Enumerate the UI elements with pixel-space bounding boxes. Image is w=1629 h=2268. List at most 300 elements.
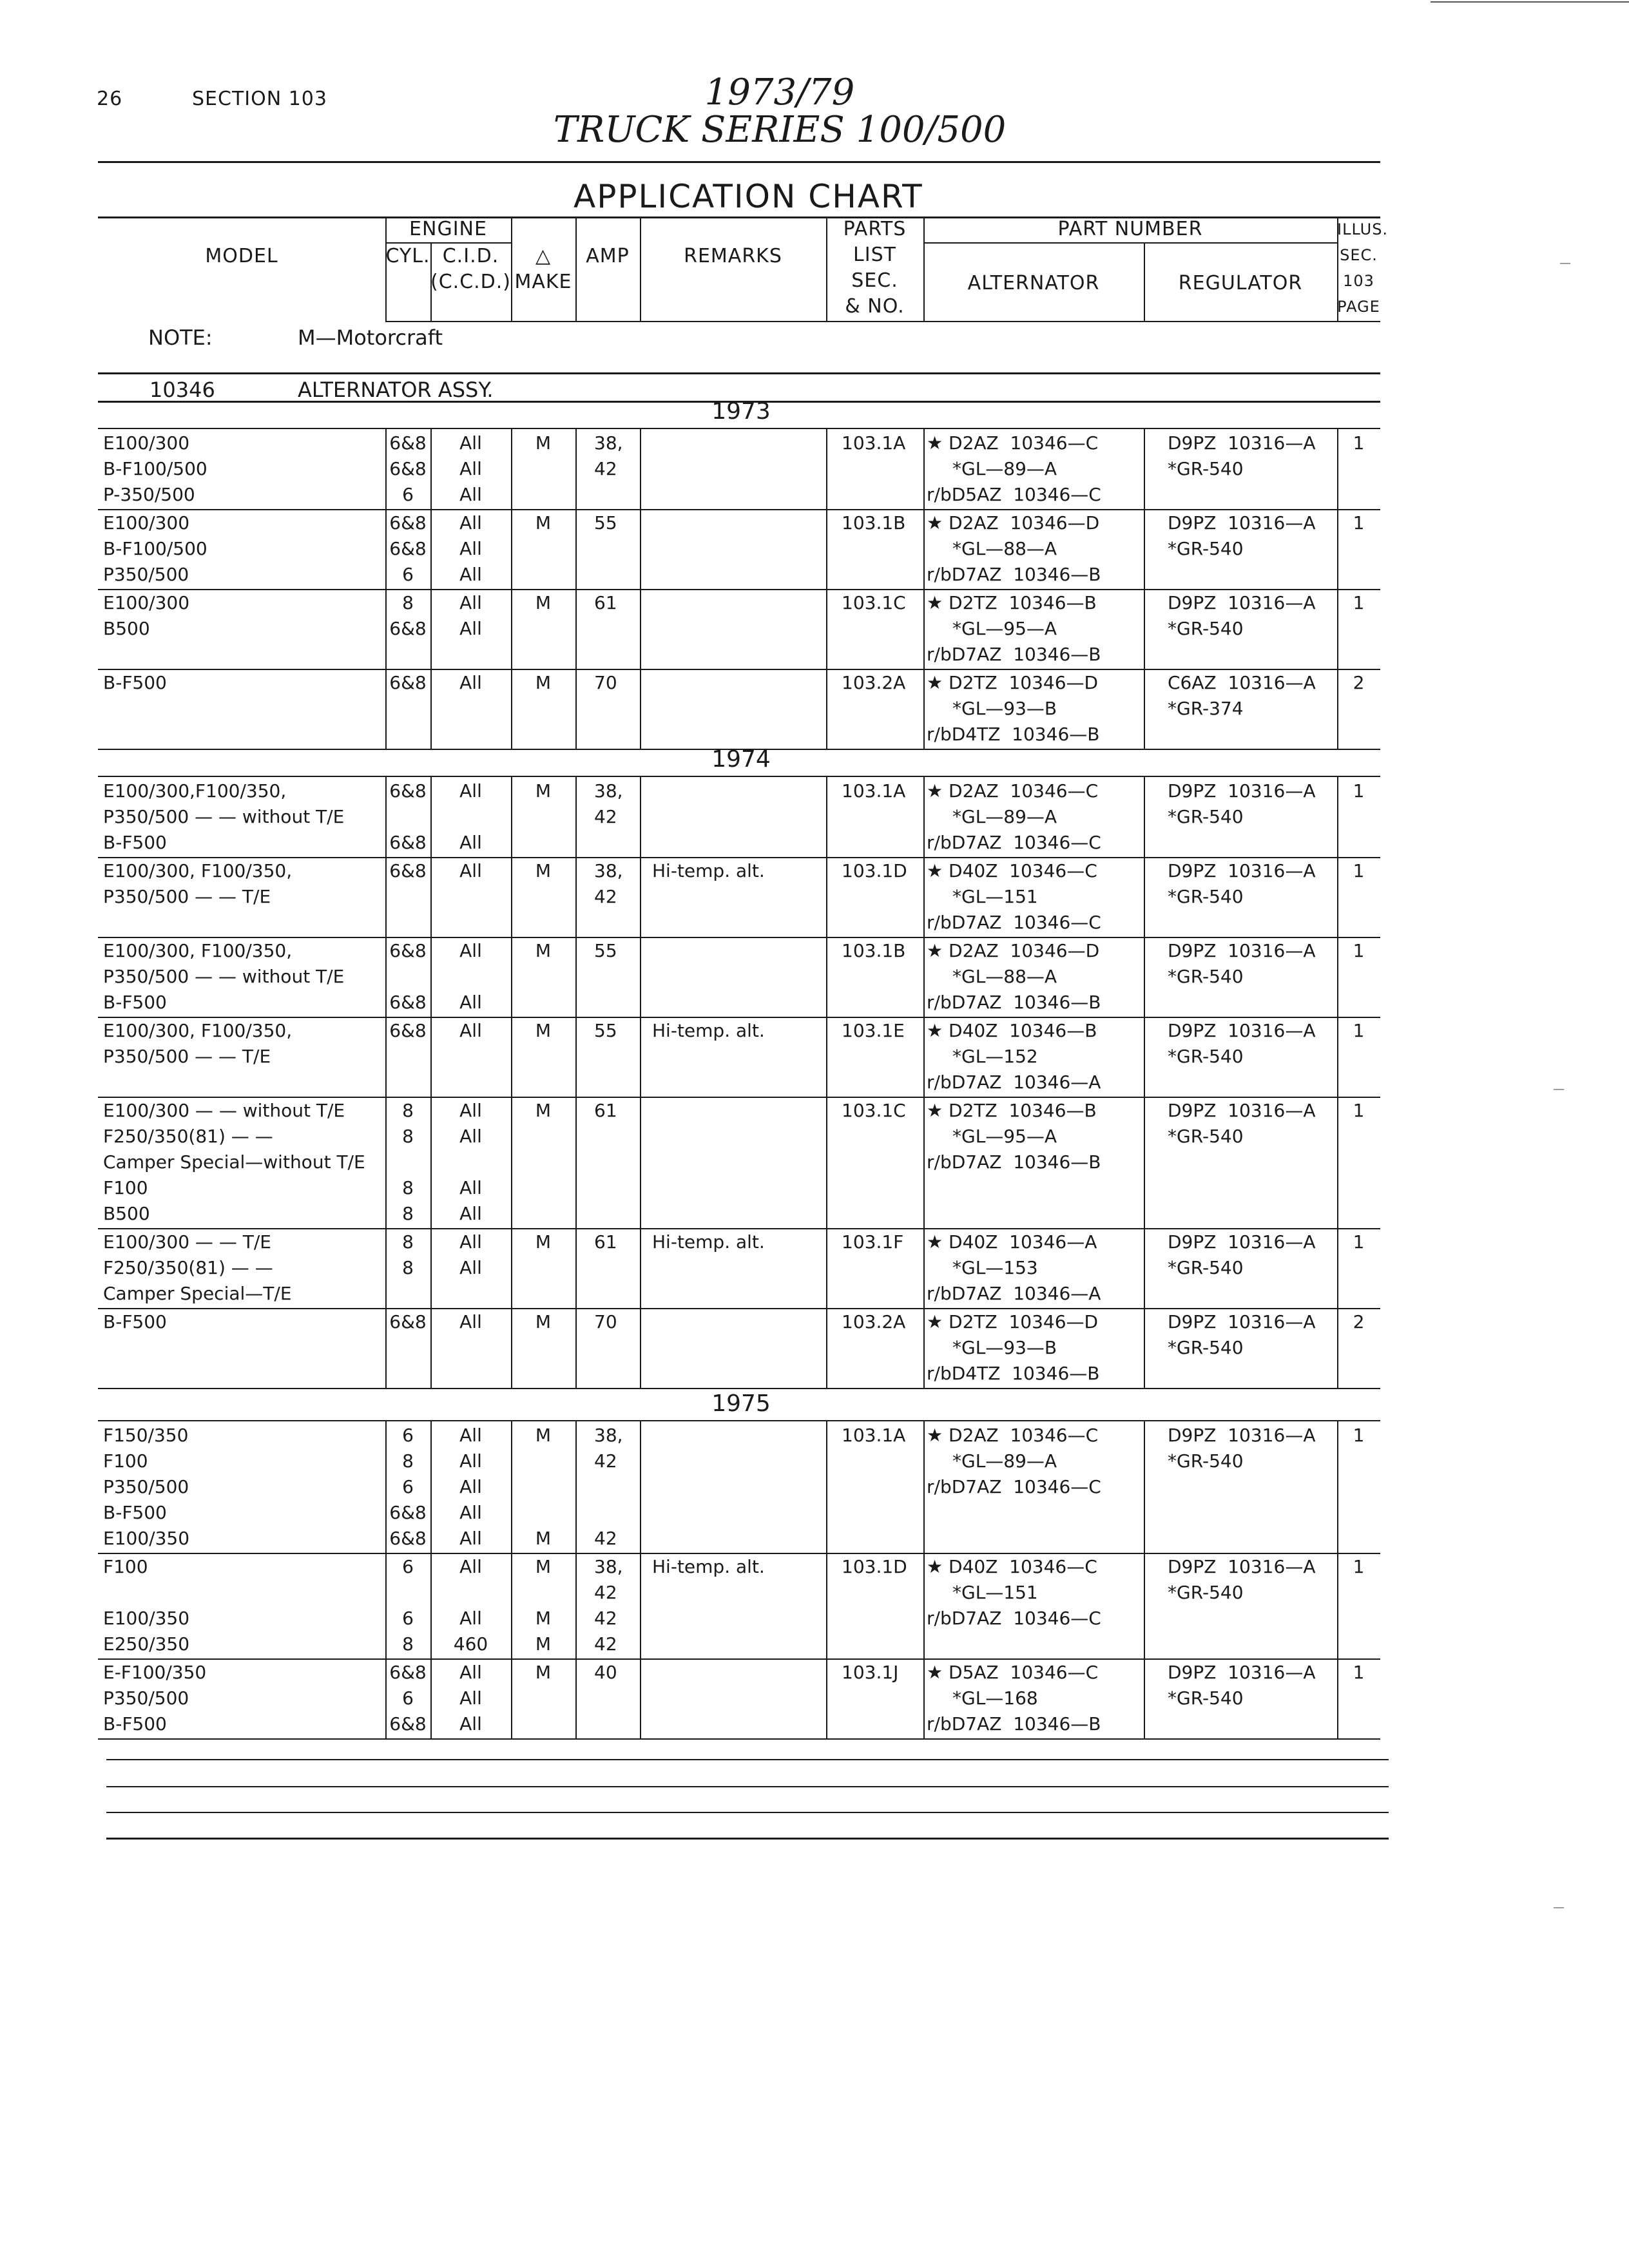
cyl-cell: 6&8 [389, 1528, 427, 1549]
alternator-part-cell: *GL—95—A [952, 618, 1057, 639]
cid-cell: All [459, 860, 482, 881]
alternator-part-cell: ★ D2AZ 10346—C [927, 780, 1099, 802]
alternator-part-cell: ★ D2TZ 10346—B [927, 1100, 1097, 1121]
alternator-part-cell: *GL—89—A [952, 458, 1057, 479]
model-cell: F100 [103, 1177, 148, 1198]
table-column-divider [826, 776, 827, 1388]
col-cyl: CYL. [385, 245, 430, 267]
make-cell: M [535, 1608, 552, 1629]
model-cell: P350/500 — — T/E [103, 1046, 271, 1067]
amp-cell: 61 [594, 1100, 617, 1121]
parts-list-cell: 103.1C [842, 1100, 906, 1121]
alternator-part-cell: r/bD7AZ 10346—C [927, 1608, 1101, 1629]
col-make: MAKE [514, 271, 572, 293]
amp-cell: 61 [594, 592, 617, 613]
alternator-part-cell: *GL—153 [952, 1257, 1038, 1278]
alternator-part-cell: ★ D2AZ 10346—C [927, 1425, 1099, 1446]
make-cell: M [535, 1633, 552, 1655]
cyl-cell: 8 [402, 592, 414, 613]
illus-page-cell: 2 [1353, 1311, 1365, 1332]
cid-cell: All [459, 1126, 482, 1147]
illus-page-cell: 1 [1353, 1662, 1365, 1683]
cid-cell: All [459, 564, 482, 585]
illus-page-cell: 1 [1353, 1231, 1365, 1253]
illus-page-cell: 1 [1353, 780, 1365, 802]
parts-list-cell: 103.1F [842, 1231, 904, 1253]
cyl-cell: 6&8 [389, 1662, 427, 1683]
regulator-part-cell: *GR-540 [1168, 1687, 1244, 1709]
cid-cell: All [459, 1476, 482, 1497]
table-column-divider [511, 776, 512, 1388]
table-column-divider [1337, 776, 1338, 1388]
make-cell: M [535, 1231, 552, 1253]
model-cell: E100/300 [103, 592, 190, 613]
illus-page-cell: 1 [1353, 1425, 1365, 1446]
amp-cell: 42 [594, 1582, 617, 1603]
alternator-part-cell: *GL—95—A [952, 1126, 1057, 1147]
table-column-divider [1144, 776, 1145, 1388]
regulator-part-cell: D9PZ 10316—A [1168, 1231, 1316, 1253]
illus-page-cell: 1 [1353, 592, 1365, 613]
regulator-part-cell: D9PZ 10316—A [1168, 1425, 1316, 1446]
model-cell: Camper Special—without T/E [103, 1151, 365, 1173]
model-cell: Camper Special—T/E [103, 1283, 292, 1304]
cid-cell: 460 [453, 1633, 488, 1655]
illus-page-cell: 2 [1353, 672, 1365, 693]
parts-list-cell: 103.1E [842, 1020, 905, 1041]
cyl-cell: 8 [402, 1633, 414, 1655]
alternator-part-cell: *GL—151 [952, 886, 1038, 907]
alternator-part-cell: *GL—152 [952, 1046, 1038, 1067]
footer-rule-3 [106, 1812, 1389, 1813]
amp-cell: 42 [594, 458, 617, 479]
regulator-part-cell: *GR-540 [1168, 1337, 1244, 1358]
cyl-cell: 6 [402, 1425, 414, 1446]
regulator-part-cell: *GR-540 [1168, 886, 1244, 907]
alternator-part-cell: *GL—88—A [952, 538, 1057, 559]
alternator-part-cell: ★ D2TZ 10346—D [927, 1311, 1099, 1332]
cid-cell: All [459, 780, 482, 802]
model-cell: F100 [103, 1556, 148, 1577]
alternator-part-cell: ★ D40Z 10346—C [927, 860, 1097, 881]
make-cell: M [535, 432, 552, 454]
col-amp: AMP [586, 245, 630, 267]
cyl-cell: 6&8 [389, 672, 427, 693]
illus-page-cell: 1 [1353, 940, 1365, 961]
alternator-part-cell: r/bD4TZ 10346—B [927, 1363, 1100, 1384]
model-cell: P350/500 — — without T/E [103, 966, 345, 987]
model-cell: B-F500 [103, 832, 167, 853]
table-column-divider [385, 1420, 387, 1738]
col-part-number: PART NUMBER [1057, 218, 1203, 240]
cyl-cell: 6&8 [389, 832, 427, 853]
parts-list-cell: 103.2A [842, 672, 906, 693]
cyl-cell: 8 [402, 1257, 414, 1278]
alternator-part-cell: r/bD5AZ 10346—C [927, 484, 1101, 505]
cyl-cell: 6&8 [389, 618, 427, 639]
cyl-cell: 8 [402, 1126, 414, 1147]
make-cell: M [535, 780, 552, 802]
alternator-part-cell: r/bD7AZ 10346—B [927, 644, 1101, 665]
model-cell: E-F100/350 [103, 1662, 207, 1683]
regulator-part-cell: *GR-540 [1168, 1126, 1244, 1147]
model-cell: E100/300, F100/350, [103, 860, 293, 881]
amp-cell: 38, [594, 1556, 623, 1577]
amp-cell: 42 [594, 1608, 617, 1629]
cyl-cell: 6 [402, 1476, 414, 1497]
alternator-part-cell: r/bD7AZ 10346—B [927, 564, 1101, 585]
cid-cell: All [459, 1713, 482, 1735]
model-cell: B-F500 [103, 1311, 167, 1332]
parts-list-cell: 103.1A [842, 780, 906, 802]
alternator-part-cell: ★ D40Z 10346—C [927, 1556, 1097, 1577]
cyl-cell: 6 [402, 1608, 414, 1629]
amp-cell: 40 [594, 1662, 617, 1683]
table-column-divider [1144, 428, 1145, 749]
group-rule [98, 1388, 1380, 1389]
alternator-part-cell: r/bD4TZ 10346—B [927, 724, 1100, 745]
cid-cell: All [459, 618, 482, 639]
alternator-part-cell: ★ D40Z 10346—B [927, 1020, 1097, 1041]
cyl-cell: 6&8 [389, 432, 427, 454]
model-cell: B500 [103, 618, 150, 639]
model-cell: P350/500 [103, 1476, 189, 1497]
col-illus: 103 [1343, 272, 1374, 290]
alternator-part-cell: *GL—88—A [952, 966, 1057, 987]
alternator-part-cell: r/bD7AZ 10346—C [927, 832, 1101, 853]
note-label: NOTE: [148, 325, 213, 350]
make-cell: M [535, 1100, 552, 1121]
cyl-cell: 8 [402, 1450, 414, 1472]
alternator-part-cell: r/bD7AZ 10346—C [927, 912, 1101, 933]
parts-list-cell: 103.2A [842, 1311, 906, 1332]
cyl-cell: 6 [402, 1556, 414, 1577]
table-column-divider [1337, 1420, 1338, 1738]
regulator-part-cell: *GR-540 [1168, 966, 1244, 987]
amp-cell: 42 [594, 1450, 617, 1472]
regulator-part-cell: D9PZ 10316—A [1168, 1020, 1316, 1041]
amp-cell: 55 [594, 1020, 617, 1041]
cid-cell: All [459, 1687, 482, 1709]
cyl-cell: 8 [402, 1231, 414, 1253]
footer-rule-2 [106, 1786, 1389, 1787]
model-cell: B-F100/500 [103, 458, 207, 479]
chart-title: APPLICATION CHART [574, 178, 923, 215]
regulator-part-cell: *GR-540 [1168, 538, 1244, 559]
model-cell: E250/350 [103, 1633, 190, 1655]
alternator-part-cell: *GL—168 [952, 1687, 1038, 1709]
col-regulator: REGULATOR [1178, 272, 1303, 294]
cid-cell: All [459, 592, 482, 613]
illus-page-cell: 1 [1353, 860, 1365, 881]
amp-cell: 70 [594, 1311, 617, 1332]
page-number: 26 [97, 88, 123, 110]
assembly-name: ALTERNATOR ASSY. [298, 378, 494, 402]
model-cell: B-F500 [103, 1713, 167, 1735]
amp-cell: 55 [594, 940, 617, 961]
regulator-part-cell: D9PZ 10316—A [1168, 432, 1316, 454]
cid-cell: All [459, 1662, 482, 1683]
make-cell: M [535, 1556, 552, 1577]
amp-cell: 42 [594, 806, 617, 827]
make-cell: M [535, 672, 552, 693]
year-rule [98, 1420, 1380, 1421]
parts-list-cell: 103.1B [842, 512, 906, 533]
model-cell: F150/350 [103, 1425, 189, 1446]
cid-cell: All [459, 1502, 482, 1523]
col-parts-list: LIST [853, 244, 896, 266]
cid-cell: All [459, 1177, 482, 1198]
make-cell: M [535, 860, 552, 881]
cid-cell: All [459, 538, 482, 559]
year-heading: 1973 [711, 398, 771, 425]
col-engine: ENGINE [409, 218, 487, 240]
make-cell: M [535, 1311, 552, 1332]
regulator-part-cell: C6AZ 10316—A [1168, 672, 1316, 693]
amp-cell: 42 [594, 886, 617, 907]
table-column-divider [430, 776, 432, 1388]
alternator-part-cell: *GL—151 [952, 1582, 1038, 1603]
header-rule [98, 161, 1380, 163]
model-cell: P350/500 — — without T/E [103, 806, 345, 827]
cyl-cell: 6&8 [389, 860, 427, 881]
year-heading: 1975 [711, 1390, 771, 1417]
table-column-divider [575, 428, 577, 749]
remarks-cell: Hi-temp. alt. [652, 1231, 765, 1253]
amp-cell: 70 [594, 672, 617, 693]
regulator-part-cell: *GR-540 [1168, 618, 1244, 639]
model-cell: B-F500 [103, 1502, 167, 1523]
alternator-part-cell: *GL—93—B [952, 698, 1057, 719]
cid-cell: All [459, 1231, 482, 1253]
year-rule [98, 428, 1380, 429]
parts-list-cell: 103.1B [842, 940, 906, 961]
alternator-part-cell: r/bD7AZ 10346—A [927, 1283, 1101, 1304]
table-column-divider [640, 1420, 641, 1738]
cyl-cell: 6&8 [389, 458, 427, 479]
group-rule [98, 1738, 1380, 1740]
regulator-part-cell: *GR-540 [1168, 1582, 1244, 1603]
table-column-divider [1144, 1420, 1145, 1738]
cid-cell: All [459, 1608, 482, 1629]
alternator-part-cell: r/bD7AZ 10346—C [927, 1476, 1101, 1497]
regulator-part-cell: D9PZ 10316—A [1168, 1556, 1316, 1577]
cid-cell: All [459, 940, 482, 961]
alternator-part-cell: ★ D40Z 10346—A [927, 1231, 1097, 1253]
col-remarks: REMARKS [684, 245, 782, 267]
cyl-cell: 6 [402, 564, 414, 585]
make-cell: M [535, 1020, 552, 1041]
col-parts-list: PARTS [843, 218, 907, 240]
illus-page-cell: 1 [1353, 1020, 1365, 1041]
alternator-part-cell: *GL—93—B [952, 1337, 1057, 1358]
col-alternator: ALTERNATOR [967, 272, 1100, 294]
regulator-part-cell: D9PZ 10316—A [1168, 1662, 1316, 1683]
cid-cell: All [459, 1257, 482, 1278]
regulator-part-cell: D9PZ 10316—A [1168, 592, 1316, 613]
col-cid: C.I.D. [442, 245, 499, 267]
model-cell: P350/500 [103, 564, 189, 585]
make-cell: M [535, 592, 552, 613]
model-cell: E100/300,F100/350, [103, 780, 287, 802]
regulator-part-cell: *GR-540 [1168, 1046, 1244, 1067]
cid-cell: All [459, 992, 482, 1013]
alternator-part-cell: r/bD7AZ 10346—B [927, 992, 1101, 1013]
model-cell: P350/500 [103, 1687, 189, 1709]
cid-cell: All [459, 672, 482, 693]
cyl-cell: 6&8 [389, 940, 427, 961]
scan-mark: — [1553, 1901, 1565, 1914]
remarks-cell: Hi-temp. alt. [652, 1556, 765, 1577]
amp-cell: 38, [594, 860, 623, 881]
regulator-part-cell: *GR-540 [1168, 1450, 1244, 1472]
model-cell: P-350/500 [103, 484, 195, 505]
table-column-divider [923, 776, 925, 1388]
scan-mark: — [1553, 1082, 1565, 1096]
cid-cell: All [459, 432, 482, 454]
parts-list-cell: 103.1D [842, 1556, 907, 1577]
cid-cell: All [459, 1450, 482, 1472]
cyl-cell: 6&8 [389, 1502, 427, 1523]
page-title-years: 1973/79 [704, 72, 855, 113]
footer-rule-4 [106, 1838, 1389, 1840]
col-model: MODEL [205, 245, 278, 267]
cyl-cell: 8 [402, 1203, 414, 1224]
model-cell: B-F500 [103, 992, 167, 1013]
regulator-part-cell: D9PZ 10316—A [1168, 1100, 1316, 1121]
make-cell: M [535, 1425, 552, 1446]
amp-cell: 38, [594, 780, 623, 802]
col-illus: PAGE [1337, 298, 1380, 316]
alternator-part-cell: ★ D2TZ 10346—B [927, 592, 1097, 613]
regulator-part-cell: D9PZ 10316—A [1168, 940, 1316, 961]
amp-cell: 42 [594, 1528, 617, 1549]
cyl-cell: 6 [402, 484, 414, 505]
year-heading: 1974 [711, 746, 771, 773]
amp-cell: 42 [594, 1633, 617, 1655]
illus-page-cell: 1 [1353, 1556, 1365, 1577]
table-column-divider [1337, 428, 1338, 749]
model-cell: E100/300 [103, 512, 190, 533]
parts-list-cell: 103.1D [842, 860, 907, 881]
regulator-part-cell: *GR-540 [1168, 806, 1244, 827]
table-column-divider [640, 776, 641, 1388]
cid-cell: All [459, 832, 482, 853]
cyl-cell: 6&8 [389, 780, 427, 802]
model-cell: E100/300 — — T/E [103, 1231, 271, 1253]
amp-cell: 61 [594, 1231, 617, 1253]
page-title-series: TRUCK SERIES 100/500 [553, 109, 1007, 151]
table-column-divider [923, 428, 925, 749]
cyl-cell: 6&8 [389, 1713, 427, 1735]
make-cell: M [535, 1528, 552, 1549]
make-cell: M [535, 1662, 552, 1683]
regulator-part-cell: D9PZ 10316—A [1168, 1311, 1316, 1332]
alternator-part-cell: *GL—89—A [952, 1450, 1057, 1472]
table-column-divider [430, 1420, 432, 1738]
make-cell: M [535, 512, 552, 533]
table-column-divider [826, 1420, 827, 1738]
assembly-number: 10346 [149, 378, 215, 402]
cyl-cell: 6&8 [389, 1311, 427, 1332]
table-column-divider [511, 428, 512, 749]
table-column-divider [430, 428, 432, 749]
col-delta: △ [535, 245, 552, 267]
scan-mark-top [1431, 1, 1629, 3]
regulator-part-cell: *GR-540 [1168, 1257, 1244, 1278]
table-column-divider [640, 428, 641, 749]
col-parts-list: & NO. [845, 295, 905, 318]
cid-cell: All [459, 1311, 482, 1332]
note-text: M—Motorcraft [298, 325, 443, 350]
parts-list-cell: 103.1J [842, 1662, 899, 1683]
alternator-part-cell: *GL—89—A [952, 806, 1057, 827]
partnumber-sub-rule [923, 242, 1337, 244]
alternator-part-cell: ★ D5AZ 10346—C [927, 1662, 1099, 1683]
model-cell: E100/300 — — without T/E [103, 1100, 345, 1121]
model-cell: B-F100/500 [103, 538, 207, 559]
table-column-divider [511, 1420, 512, 1738]
cid-cell: All [459, 1203, 482, 1224]
cid-cell: All [459, 1425, 482, 1446]
regulator-part-cell: D9PZ 10316—A [1168, 512, 1316, 533]
model-cell: B500 [103, 1203, 150, 1224]
model-cell: E100/350 [103, 1528, 190, 1549]
footer-rule-1 [106, 1759, 1389, 1760]
year-rule [98, 776, 1380, 777]
model-cell: F250/350(81) — — [103, 1257, 273, 1278]
col-parts-list: SEC. [851, 269, 898, 292]
cid-cell: All [459, 1528, 482, 1549]
illus-page-cell: 1 [1353, 432, 1365, 454]
cyl-cell: 6&8 [389, 512, 427, 533]
amp-cell: 55 [594, 512, 617, 533]
alternator-part-cell: ★ D2AZ 10346—D [927, 512, 1100, 533]
parts-list-cell: 103.1C [842, 592, 906, 613]
model-cell: E100/350 [103, 1608, 190, 1629]
cid-cell: All [459, 1556, 482, 1577]
table-column-divider [385, 428, 387, 749]
cyl-cell: 6&8 [389, 1020, 427, 1041]
regulator-part-cell: *GR-374 [1168, 698, 1244, 719]
make-cell: M [535, 940, 552, 961]
col-ccd: (C.C.D.) [430, 271, 512, 293]
cid-cell: All [459, 484, 482, 505]
table-column-divider [923, 1420, 925, 1738]
cyl-cell: 8 [402, 1100, 414, 1121]
model-cell: B-F500 [103, 672, 167, 693]
table-column-divider [385, 776, 387, 1388]
amp-cell: 38, [594, 432, 623, 454]
header-bottom-rule [385, 321, 1380, 322]
regulator-part-cell: D9PZ 10316—A [1168, 780, 1316, 802]
alternator-part-cell: r/bD7AZ 10346—B [927, 1713, 1101, 1735]
model-cell: E100/300, F100/350, [103, 940, 293, 961]
alternator-part-cell: ★ D2AZ 10346—D [927, 940, 1100, 961]
regulator-part-cell: D9PZ 10316—A [1168, 860, 1316, 881]
remarks-cell: Hi-temp. alt. [652, 860, 765, 881]
alternator-part-cell: r/bD7AZ 10346—B [927, 1151, 1101, 1173]
model-cell: P350/500 — — T/E [103, 886, 271, 907]
illus-page-cell: 1 [1353, 1100, 1365, 1121]
model-cell: F250/350(81) — — [103, 1126, 273, 1147]
cid-cell: All [459, 1100, 482, 1121]
cid-cell: All [459, 1020, 482, 1041]
table-column-divider [575, 1420, 577, 1738]
cyl-cell: 6&8 [389, 992, 427, 1013]
assembly-top-rule [98, 372, 1380, 374]
cyl-cell: 6&8 [389, 538, 427, 559]
